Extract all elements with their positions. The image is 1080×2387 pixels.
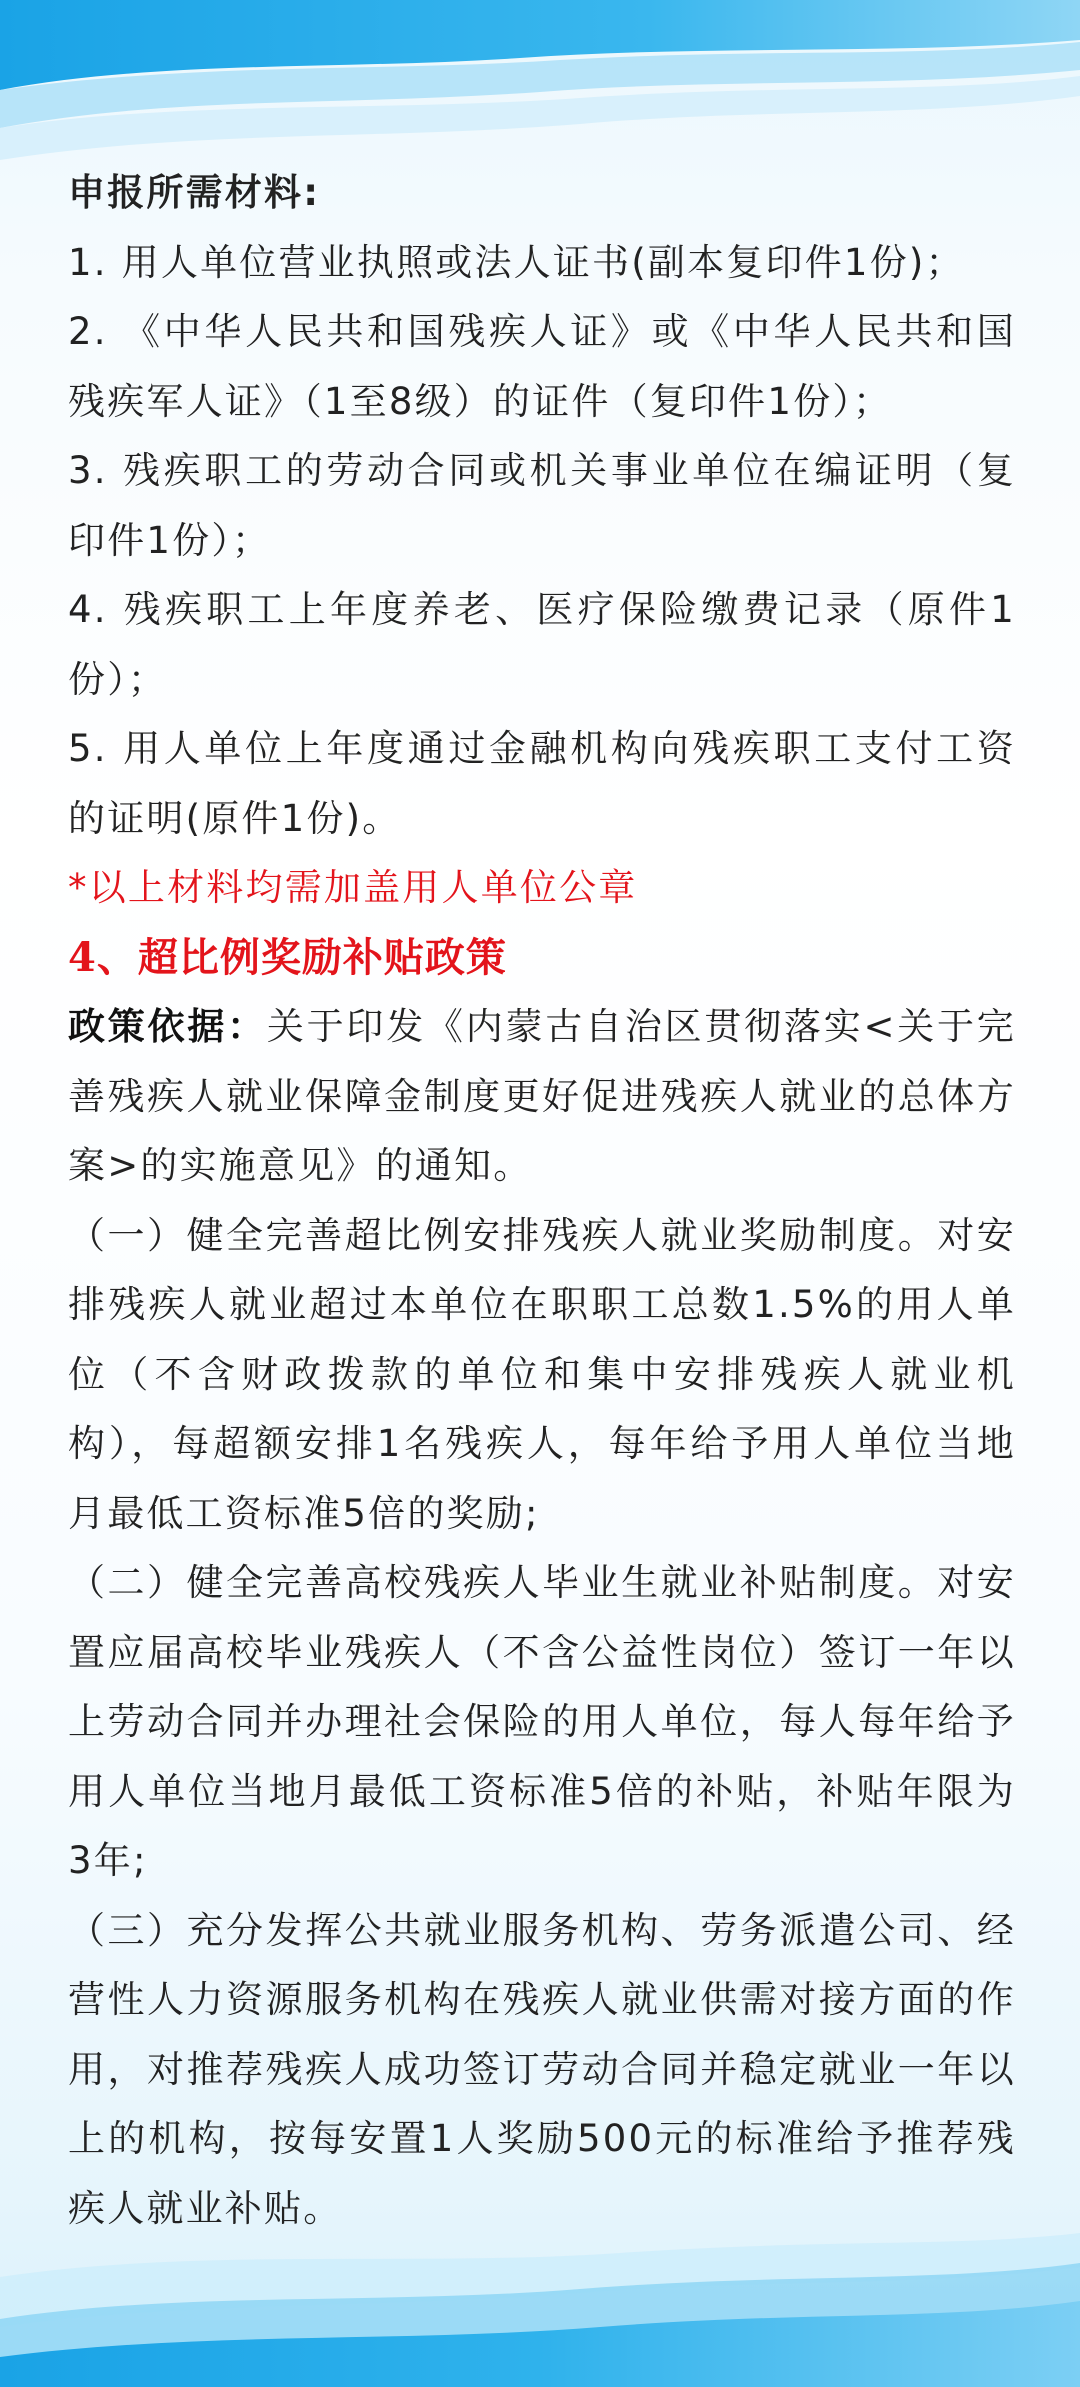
material-item-1: 1. 用人单位营业执照或法人证书(副本复印件1份)；	[68, 240, 965, 284]
material-item-4: 4. 残疾职工上年度养老、医疗保险缴费记录（原件1份）；	[68, 588, 1016, 701]
clause-3: （三）充分发挥公共就业服务机构、劳务派遣公司、经营性人力资源服务机构在残疾人就业供需对接方面的作用，对推荐残疾人成功签订劳动合同并稳定就业一年以上的机构，按每安置1人奖励500元的标准给予推荐残疾人就业补贴。	[68, 1908, 1016, 2230]
materials-heading: 申报所需材料:	[68, 171, 321, 214]
materials-note: *以上材料均需加盖用人单位公章	[68, 866, 638, 909]
document-body	[68, 158, 1016, 2243]
policy-basis-label: 政策依据：	[68, 1005, 267, 1048]
policy-basis-text: 关于印发《内蒙古自治区贯彻落实<关于完善残疾人就业保障金制度更好促进残疾人就业的总体方案>的实施意见》的通知。	[68, 1005, 1016, 1187]
material-item-5: 5. 用人单位上年度通过金融机构向残疾职工支付工资的证明(原件1份)。	[68, 727, 1016, 840]
clause-2: （二）健全完善高校残疾人毕业生就业补贴制度。对安置应届高校毕业残疾人（不含公益性岗位）签订一年以上劳动合同并办理社会保险的用人单位，每人每年给予用人单位当地月最低工资标准5倍的补贴，补贴年限为3年;	[68, 1561, 1016, 1882]
section-4-title: 4、超比例奖励补贴政策	[68, 933, 507, 981]
material-item-3: 3. 残疾职工的劳动合同或机关事业单位在编证明（复印件1份）；	[68, 449, 1016, 562]
top-wave-decoration	[0, 0, 1080, 170]
clause-1: （一）健全完善超比例安排残疾人就业奖励制度。对安排残疾人就业超过本单位在职职工总数1.5%的用人单位（不含财政拨款的单位和集中安排残疾人就业机构），每超额安排1名残疾人，每年给予用人单位当地月最低工资标准5倍的奖励;	[68, 1213, 1016, 1535]
policy-basis	[68, 992, 1016, 1201]
material-item-2: 2. 《中华人民共和国残疾人证》或《中华人民共和国残疾军人证》（1至8级）的证件（复印件1份）；	[68, 310, 1016, 423]
